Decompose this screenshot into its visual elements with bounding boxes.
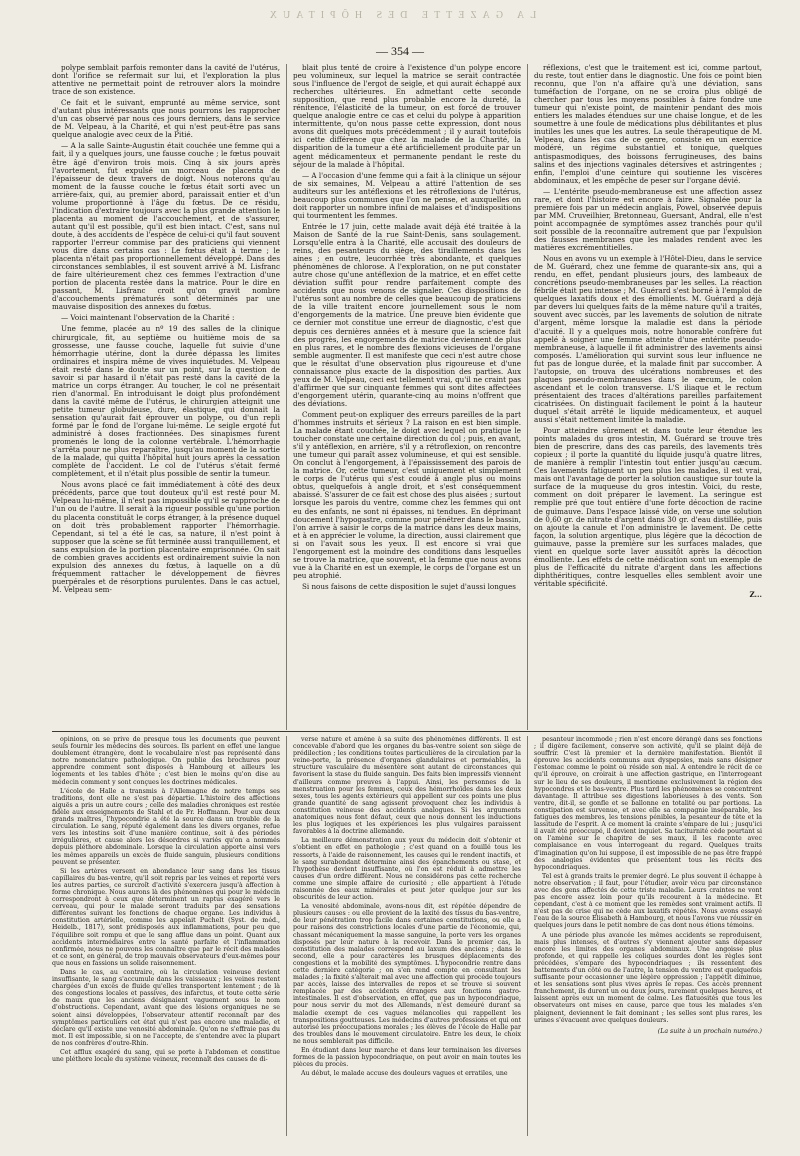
feuilleton-rule	[52, 731, 762, 732]
paragraph: L'école de Halle a transmis à l'Allemagne de notre temps ses traditions, dont elle ne s'est pas départie. L'histoire des affections aiguës a pris un autre cours ; celle des maladies chroniques est restée fidèle aux enseignements de Stahl et de Fr. Hoffmann. Pour eux deux grands maîtres, l'hypocondrie a été la source dans un trouble de la circulation. Le sang, réputé également dans les divers organes, refue vers les intestins soit d'une manière continue, soit à des périodes irrégulières, et cause alors les désordres si variés qu'on a nommés depuis pléthore abdominale. Lorsque la circulation apporte ainsi vers les mêmes appareils un excès de fluide sanguin, plusieurs conditions peuvent se présenter.	[52, 787, 280, 866]
bleed-through-header: LA GAZETTE DES HÔPITAUX	[263, 10, 537, 21]
paragraph: Ce fait et le suivant, emprunté au même service, sont d'autant plus intéressants que nous pourrons les rapprocher d'un cas observé par nous ces jours derniers, dans le service de M. Velpeau, à la Charité, et qui n'est peut-être pas sans quelque analogie avec ceux de la Pitié.	[52, 98, 280, 140]
paragraph: Entrée le 17 juin, cette malade avait déjà été traitée à la Maison de Santé de la rue Saint-Denis, sans soulagement. Lorsqu'elle entra à la Charité, elle accusait des douleurs de reins, des pesanteurs du siège, des tiraillements dans les aines ; en outre, leucorrhée très abondante, et quelques phénomènes de chlorose. A l'exploration, on ne put constater autre chose qu'une antéflexion de la matrice, et en effet cette déviation suffit pour rendre parfaitement compte des accidents que nous venons de signaler. Ces dispositions de l'utérus sont au nombre de celles que beaucoup de praticiens de la ville traitent encore journellement sous le nom d'engorgements de la matrice. Une preuve bien évidente que ce dernier mot constitue une erreur de diagnostic, c'est que depuis ces dernières années et à mesure que la science fait des progrès, les engorgements de matrice deviennent de plus en plus rares, et le nombre des flexions vicieuses de l'organe semble augmenter. Il est manifeste que ceci n'est autre chose que le résultat d'une observation plus rigoureuse et d'une connaissance plus exacte de la disposition des parties. Aux yeux de M. Velpeau, ceci est tellement vrai, qu'il ne craint pas d'affirmer que sur cinquante femmes qui sont dites affectées d'engorgement utérin, quarante-cinq au moins n'offrent que des déviations.	[293, 221, 521, 408]
paragraph: Dans le cas, au contraire, où la circulation veineuse devient insuffisante, le sang s'accumule dans les vaisseaux ; les veines restent chargées d'un excès de fluide qu'elles transportent lentement ; de là des congestions locales et passives, des infarctus, et toute cette série de maux que les anciens désignaient vaguement sous le nom d'obstructions. Cependant, avant que des lésions organiques ne se soient ainsi développées, l'observateur attentif reconnaît par des symptômes particuliers cet état qui n'est pas encore une maladie, et déclare qu'il existe une venosité abdominale. Qu'on ne s'effraie pas du mot. Il est impossible, si on ne l'accepte, de s'entendre avec la plupart de nos confrères d'outre-Rhin.	[52, 969, 280, 1047]
paragraph: Une femme, placée au nº 19 des salles de la clinique chirurgicale, fit, au septième ou huitième mois de sa grossesse, une fausse couche, laquelle fut suivie d'une hémorrhagie utérine, dont la durée dépassa les limites ordinaires et inspira même de vives inquiétudes. M. Velpeau était resté dans le doute sur un point, sur la question de savoir si par hasard il n'était pas resté dans la cavité de la matrice un corps étranger. Au toucher, le col ne présentait rien d'anormal. En introduisant le doigt plus profondément dans la cavité même de l'utérus, le chirurgien atteignit une petite tumeur globuleuse, dure, élastique, qui donnait la sensation qu'aurait fait éprouver un polype, ou d'un repli formé par le fond de l'organe lui-même. Le seigle ergoté fut administré à doses fractionnées. Des sinapismes furent promenés le long de la colonne vertébrale. L'hémorrhagie s'arrêta pour ne plus reparaître, jusqu'au moment de la sortie de la malade, qui quitta l'hôpital huit jours après la cessation complète de l'accident. Le col de l'utérus s'était fermé complètement, et il n'était plus possible de sentir la tumeur.	[52, 324, 280, 479]
article-column-1	[52, 64, 280, 730]
paragraph: Si les artères versent en abondance leur sang dans les tissus capillaires du bas-ventre, qu'il soit repris par les veines et reporté vers les autres parties, ce surcroît d'activité s'exercera jusqu'à affection à forme chronique. Nous aurons là des phénomènes qui pour le médecin correspondront à ceux que déterminent un raptus exagéré vers le cerveau, qui pour le malade seront traduits par des sensations différentes suivant les fonctions de chaque organe. Les individus à constitution artérielle, comme les appelait Puchelt (Syst. de méd., Heidelb., 1817), sont prédisposés aux inflammations, pour peu que l'équilibre soit rompu et que le sang afflue dans un point. Quant aux accidents intermédiaires entre la santé parfaite et l'inflammation confirmée, nous ne pouvons les connaître que par le récit des malades et ce sont, en général, de trop mauvais observateurs d'eux-mêmes pour que nous en fassions un solide raisonnement.	[52, 867, 280, 967]
paragraph: Cet afflux exagéré du sang, qui se porte à l'abdomen et constitue une pléthore locale du système veineux, reconnaît des causes de di-	[52, 1049, 280, 1064]
feuilleton-column-3	[534, 736, 762, 1136]
paragraph: — A la salle Sainte-Augustin était couchée une femme qui a fait, il y a quelques jours, une fausse couche ; le fœtus pouvait être âgé d'environ trois mois. Cinq à six jours après l'avortement, fut expulsé un morceau de placenta de l'épaisseur de deux travers de doigt. Nous noterons qu'au moment de la fausse couche le fœtus était sorti avec un arrière-faix, qui, au premier abord, paraissait entier et d'un volume proportionné à l'âge du fœtus. De ce résidu, l'indication d'extraire toujours avec la plus grande attention le placenta au moment de l'accouchement, et de s'assurer, autant qu'il est possible, qu'il est bien intact. C'est, sans nul doute, à des accidents de l'espèce de celui-ci qu'il faut souvent rapporter l'erreur commise par des praticiens qui viennent vous dire dans certains cas : Le fœtus était à terme ; le placenta n'était pas proportionnellement développé. Dans des circonstances semblables, il est souvent arrivé à M. Lisfranc de faire ultérieurement chez ces femmes l'extraction d'une portion de placenta restée dans la matrice. Pour le dire en passant, M. Lisfranc croit qu'on gravit nombre d'accouchements prématurés sont déterminés par une mauvaise disposition des annexes du fœtus.	[52, 141, 280, 312]
feuilleton	[52, 736, 762, 1136]
paragraph: verse nature et amène à sa suite des phénomènes différents. Il est concevable d'abord que les organes du bas-ventre soient son siège de prédilection ; les conditions toutes particulières de la circulation par la veine-porte, la présence d'organes glandulaires et perméables, la structure vasculaire du mésentère sont autant de circonstances qui favorisent la stase du fluide sanguin. Des faits bien impressifs viennent d'ailleurs comme preuves à l'appui. Ainsi, les personnes de la menstruation pour les femmes, ceux des hémorrhoïdes dans les deux sexes, tous les agents extérieurs qui appellent sur ces points une plus grande quantité de sang agissent provoquent chez les individus à constitution veineuse des accidents analogues. Si les arguments anatomiques nous font défaut, ceux que nous donnent les inductions les plus logiques et les expériences les plus vulgaires paraissent favorables à la doctrine allemande.	[293, 736, 521, 836]
paragraph: polype semblait parfois remonter dans la cavité de l'utérus, dont l'orifice se refermait sur lui, et l'exploration la plus attentive ne permettait point de retrouver alors la moindre trace de son existence.	[52, 64, 280, 97]
paragraph: opinions, on se prive de presque tous les documents que peuvent seuls fournir les médecins des sources. Ils parlent en effet une langue doublement étrangère, dont le vocabulaire n'est pas représenté dans notre nomenclature pathologique. On publie des brochures pour apprendre comment sont disposés à Hambourg et ailleurs les logements et les tables d'hôte ; c'est bien le moins qu'on dise au médecin comment y sont conçues les doctrines médicales.	[52, 736, 280, 786]
paragraph: — L'entérite pseudo-membraneuse est une affection assez rare, et dont l'histoire est encore à faire. Signalée pour la première fois par un médecin anglais, Powel, observée depuis par MM. Cruveilhier, Bretonneau, Guersant, Andral, elle n'est point accompagnée de symptômes assez tranchés pour qu'il soit possible de la reconnaître autrement que par l'expulsion des fausses membranes que les malades rendent avec les matières excrémentitielles.	[534, 186, 762, 253]
paragraph: Comment peut-on expliquer des erreurs pareilles de la part d'hommes instruits et sérieux ? La raison en est bien simple. La malade étant couchée, le doigt avec lequel on pratique le toucher constate une certaine direction du col ; puis, en avant, s'il y antéflexion, en arrière, s'il y a rétroflexion, on rencontre une tumeur qui paraît assez volumineuse, et qui est sensible. On conclut à l'engorgement, à l'épaississement des parois de la matrice. Or, cette tumeur, c'est uniquement et simplement le corps de l'utérus qui s'est coudé à angle plus ou moins obtus, quelquefois à angle droit, et s'est conséquemment abaissé. S'assurer de ce fait est chose des plus aisées ; surtout lorsque les parois du ventre, comme chez les femmes qui ont eu des enfants, ne sont ni épaisses, ni tendues. En déprimant doucement l'hypogastre, comme pour pénétrer dans le bassin, l'on arrive à saisir le corps de la matrice dans les deux mains, et à en apprécier le volume, la direction, aussi clairement que si on l'avait sous les yeux. Il est encore si vrai que l'engorgement est la moindre des conditions dans lesquelles se trouve la matrice, que souvent, et la femme que nous avons vue à la Charité en est un exemple, le corps de l'organe est un peu atrophié.	[293, 409, 521, 580]
feuilleton-column-1	[52, 736, 280, 1136]
paragraph: La meilleure démonstration aux yeux du médecin doit s'obtenir et s'obtient en effet en pathologie ; c'est quand on a fouillé tous les ressorts, à l'aide de raisonnement, les causes qui le rendent inactifs, et le sang surabondant détermine ainsi des épanchements ou stase, et l'hypothèse devient insuffisante, où l'on est réduit à admettre les causes d'un ordre différent. Nous ne considérons pas cette recherche comme une simple affaire de curiosité ; elle appartient à l'étude raisonnée des eaux minérales et peut jeter quelque jour sur les obscurités de leur action.	[293, 837, 521, 902]
continuation-note: (La suite à un prochain numéro.)	[657, 1027, 762, 1035]
main-article	[52, 64, 762, 730]
feuilleton-column-2	[293, 736, 521, 1136]
column-divider	[527, 736, 528, 1136]
paragraph: A une période plus avancée les mêmes accidents se reproduisent, mais plus intenses, et d'autres s'y viennent ajouter sans dépasser encore les limites des organes abdominaux. Une angoisse plus profonde, et qui rappelle les coliques sourdes dont les règles sont précédées, s'empare des hypocondriaques ; ils ressentent des battements d'un côté ou de l'autre, la tension du ventre est quelquefois suffisante pour occasionner une légère oppression ; l'appétit diminue, et les sensations sont plus vives après le repas. Ces accès prennent franchement, ils durent un ou deux jours, rarement quelques heures, et laissent après eux un moment de calme. Les flatuosités que tous les observateurs ont mises en cause, parce que tous les malades s'en plaignent, deviennent le fait dominant ; les selles sont plus rares, les urines s'évacuent avec quelques douleurs.	[534, 931, 762, 1024]
paragraph: Tel est à grands traits le premier degré. Le plus souvent il échappe à notre observation ; il faut, pour l'étudier, avoir vécu par circonstance avec des gens affectés de cette triste maladie. Leurs craintes ne vont pas encore assez loin pour qu'ils recourent à la médecine. Et cependant, c'est à ce moment que les remèdes sont vraiment actifs. Il n'est pas de crise qui ne cède aux laxatifs répétés. Nous avons essayé l'eau de la source Elisabeth à Hambourg, et nous l'avons vue réussir en quelques jours dans le petit nombre de cas dont nous étions témoins.	[534, 872, 762, 930]
paragraph: Pour atteindre sûrement et dans toute leur étendue les points malades du gros intestin, M. Guérard se trouve très bien de prescrire, dans des cas pareils, des lavements très copieux ; il porte la quantité du liquide jusqu'à quatre litres, de manière à remplir l'intestin tout entier jusqu'au cæcum. Ces lavements fatiguent un peu plus les malades, il est vrai, mais ont l'avantage de porter la solution caustique sur toute la surface de la muqueuse du gros intestin. Voici, du reste, comment on doit préparer le lavement. La seringue est remplie pré que tout entière d'une forte décoction de racine de guimauve. Dans l'espace laissé vide, on verse une solution de 0,60 gr. de nitrate d'argent dans 30 gr. d'eau distillée, puis on ajoute la canule et l'on administre le lavement. De cette façon, la solution argentique, plus légère que la décoction de guimauve, passe la première sur les surfaces malades, que vient en quelque sorte laver aussitôt après la décoction émolliente. Les effets de cette médication sont un exemple de plus de l'efficacité du nitrate d'argent dans les affections diphthéritiques, contre lesquelles elles semblent avoir une véritable spécificité.	[534, 426, 762, 588]
paragraph: Nous en avons vu un exemple à l'Hôtel-Dieu, dans le service de M. Guérard, chez une femme de quarante-six ans, qui a rendu, en effet, pendant plusieurs jours, des lambeaux de concrétions pseudo-membraneuses par les selles. La réaction fébrile était peu intense ; M. Guérard s'est borné à l'emploi de quelques laxatifs doux et des émollients. M. Guérard a déjà par devers lui quelques faits de la même nature qu'il a traités, souvent avec succès, par les lavements de solution de nitrate d'argent, même lorsque la maladie est dans la période d'acuité. Il y a quelques mois, notre honorable confrère fut appelé à soigner une femme atteinte d'une entérite pseudo-membraneuse, à laquelle il fit administrer des lavements ainsi composés. L'amélioration qui survint sous leur influence ne fut pas de longue durée, et la malade finit par succomber. A l'autopsie, on trouva des ulcérations nombreuses et des plaques pseudo-membraneuses dans le cæcum, le colon ascendant et le colon transverse. L'S iliaque et le rectum présentaient des traces d'altérations pareilles parfaitement cicatrisées. On distinguait facilement le point à la hauteur duquel s'était arrêté le liquide médicamenteux, et auquel aussi s'était nettement limitée la maladie.	[534, 254, 762, 425]
column-divider	[527, 64, 528, 730]
article-column-2	[293, 64, 521, 730]
paragraph: Au début, le malade accuse des douleurs vagues et erratiles, une	[301, 1070, 508, 1078]
article-column-3	[534, 64, 762, 730]
paragraph: blait plus tenté de croire à l'existence d'un polype encore peu volumineux, sur lequel la matrice se serait contractée sous l'influence de l'ergot de seigle, et qui aurait échappé aux recherches ultérieures. En admettant cette seconde supposition, que rend plus probable encore la dureté, la rénitence, l'élasticité de la tumeur, on est forcé de trouver quelque analogie entre ce cas et celui du polype à apparition intermittente, qu'on nous passe cette expression, dont nous avons dit quelques mots précédemment ; il y aurait toutefois ici cette différence que chez la malade de la Charité, la disparition de la tumeur a été artificiellement produite par un agent médicamenteux et permanente pendant le reste du séjour de la malade à l'hôpital.	[293, 64, 521, 169]
paragraph: — A l'occasion d'une femme qui a fait à la clinique un séjour de six semaines, M. Velpeau a attiré l'attention de ses auditeurs sur les antéflexions et les rétroflexions de l'utérus, beaucoup plus communes que l'on ne pense, et auxquelles on doit rapporter un nombre infini de malaises et d'indispositions qui tourmentent les femmes.	[293, 170, 521, 220]
paragraph: — Voici maintenant l'observation de la Charité :	[61, 313, 235, 323]
column-divider	[286, 736, 287, 1136]
paragraph: La venosité abdominale, avons-nous dit, est répétée dépendre de plusieurs causes : ou elle provient de la laxité des tissus du bas-ventre, de leur pénétration trop facile dans certaines constitutions, ou elle a pour raisons des constrictions locales d'une partie de l'économie, qui, chassant mécaniquement la masse sanguine, la porte vers les organes disposés par leur nature à la recevoir. Dans le premier cas, la constitution des malades correspond au laxum des anciens ; dans le second, elle a pour caractères les brusques déplacements des congestions et la mobilité des symptômes. L'hypocondrie rentre dans cette dernière catégorie ; on s'en rend compte en consultant les malades ; la fixité s'alterait mal avec une affection qui procède toujours par accès, laisse des intervalles de repos et se trouve si souvent remplacée par des accidents étrangers aux fonctions gastro-intestinales. Il est d'observation, en effet, que pas un hypocondriaque, pour nous servir du mot des Allemands, n'est demeuré durant sa maladie exempt de ces vagues mélancolies qui rappellent les transpositions goutteuses. Les médecins d'autres professions et qui ont autorisé les préoccupations morales ; les élèves de l'école de Halle par des troubles dans le mouvement circulatoire. Entre les deux, le choix ne nous semblerait pas difficile.	[293, 903, 521, 1045]
page-number: — 354 —	[376, 44, 424, 58]
column-divider	[286, 64, 287, 730]
paragraph: pesanteur incommode ; rien n'est encore dérangé dans ses fonctions ; il digère facilement, conserve son activité, qu'il se plaint déjà de souffrir. C'est là premier et la dernière manifestation. Bientôt il éprouve les accidents communs aux dyspepsies, mais sans désigner l'estomac comme le point où réside son mal. A entendre le récit de ce qu'il éprouve, on croirait à une affection gastrique, en l'interrogeant sur le lieu de ses douleurs, il mentionne exclusivement la région des hypocondres et le bas-ventre. Plus tard les phénomènes se concentrent davantage. Il attribue ses digestions laborieuses à des vents. Son ventre, dit-il, se gonfle et se ballonne en totalité ou par portions. La constipation est survenue, et avec elle sa compagnie inséparable, les fatigues des membres, les tensions pénibles, la pesanteur de tête et la lassitude de l'esprit. A ce moment la crainte s'empare de lui ; jusqu'ici il avait été préoccupé, il devient inquiet. Sa taciturnité cède pourtant si on l'amène sur le chapitre de ses maux, il les raconte avec complaisance en vous interrogeant du regard. Quelques traits d'imagination qu'on lui suppose, il est impossible de ne pas être frappé des analogies évidentes que présentent tous les récits des hypocondriaques.	[534, 736, 762, 871]
author-signature: Z...	[749, 590, 762, 599]
paragraph: Si nous faisons de cette disposition le sujet d'aussi longues	[302, 581, 516, 591]
paragraph: Nous avons placé ce fait immédiatement à côté des deux précédents, parce que tout douteux qu'il est resté pour M. Velpeau lui-même, il n'est pas impossible qu'il se rapproche de l'un ou de l'autre. Il serait à la rigueur possible qu'une portion du placenta constituât le corps étranger, à la présence duquel on doit très probablement rapporter l'hémorrhagie. Cependant, si tel a été le cas, sa nature, il n'est point à supposer que la scène se fût terminée aussi tranquillement, et sans expulsion de la portion placentaire emprisonnée. On sait de combien graves accidents est ordinairement suivie la non expulsion des annexes du fœtus, à laquelle on a dû fréquemment rattacher le développement de fièvres puerpérales et de résorptions purulentes. Dans le cas actuel, M. Velpeau sem-	[52, 480, 280, 594]
paragraph: En étudiant dans leur marche et dans leur terminaison les diverses formes de la passion hypocondriaque, on peut avoir en main toutes les pièces du procès.	[293, 1047, 521, 1069]
paragraph: réflexions, c'est que le traitement est ici, comme partout, du reste, tout entier dans le diagnostic. Une fois ce point bien reconnu, que l'on n'a affaire qu'à une déviation, sans tuméfaction de l'organe, on ne se croira plus obligé de chercher par tous les moyens possibles à faire fondre une tumeur qui n'existe point, de maintenir pendant des mois entiers les malades étendues sur une chaise longue, et de les soumettre à une foule de médications plus débilitantes et plus inutiles les unes que les autres. La seule thérapeutique de M. Velpeau, dans les cas de ce genre, consiste en un exercice modéré, un régime substantiel et tonique, quelques antispasmodiques, des boissons ferrugineuses, des bains salins et des injections vaginales détersives et astringentes ; enfin, l'emploi d'une ceinture qui soutienne les viscères abdominaux, et les empêche de peser sur l'organe dévié.	[534, 64, 762, 185]
